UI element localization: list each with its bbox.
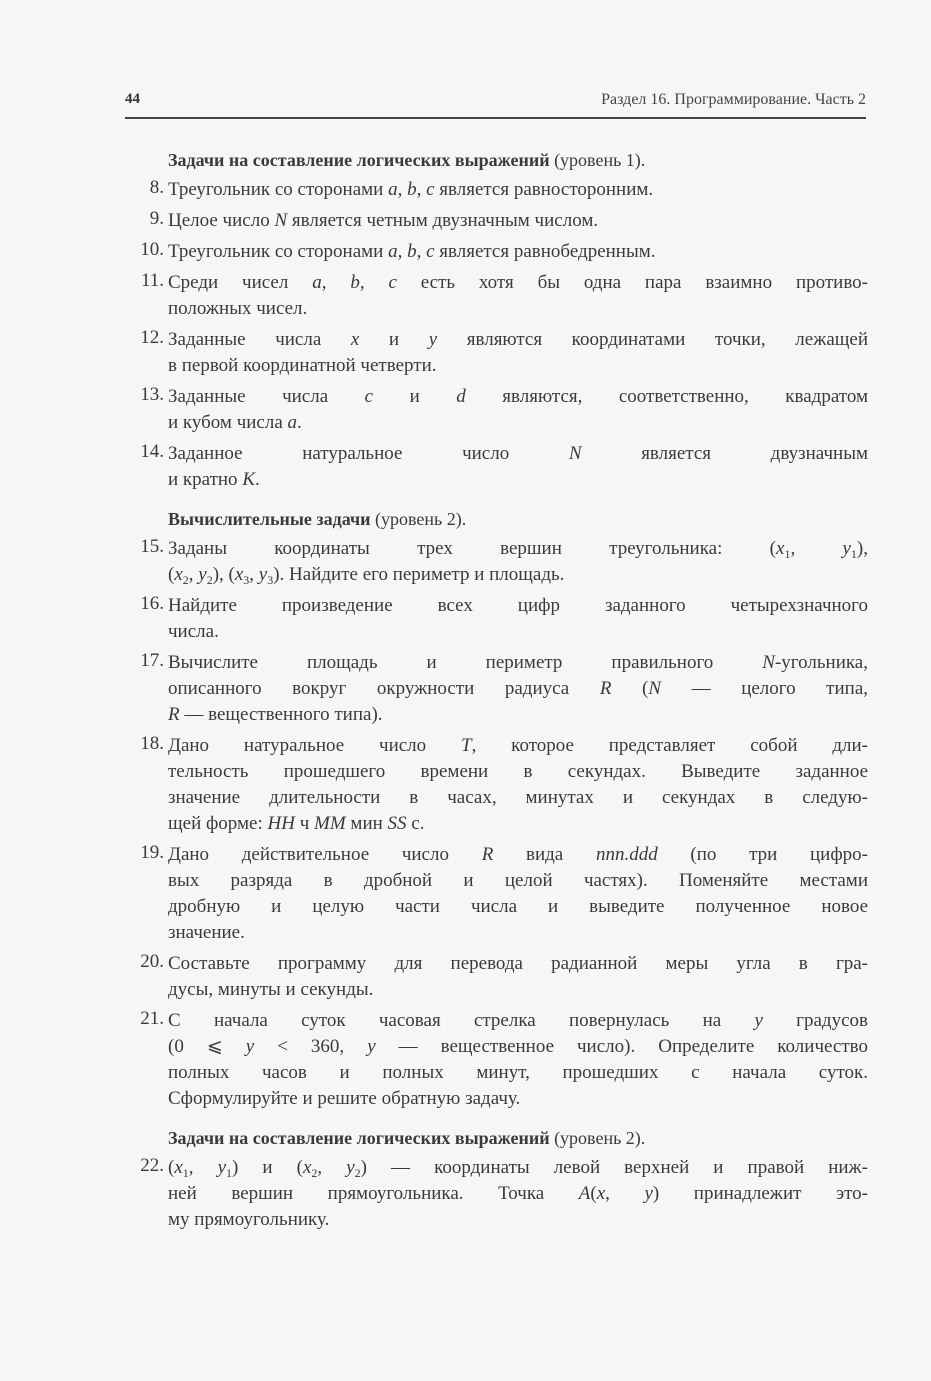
text-run: тельность прошедшего времени в секундах. Выведите заданное [168, 761, 868, 782]
text-line [168, 619, 868, 645]
text-run: градусов [762, 1010, 868, 1031]
math-variable: a [312, 272, 322, 293]
text-line [168, 733, 868, 759]
math-variable: N [568, 443, 582, 464]
exercise-item [120, 208, 868, 234]
exercise-number [120, 270, 168, 322]
section-heading-level: (уровень 1). [549, 150, 646, 170]
exercise-text [168, 177, 868, 203]
text-line [168, 920, 868, 946]
math-variable: R [168, 704, 180, 725]
exercise-number [120, 1008, 168, 1112]
text-run: Найдите произведение всех цифр заданного четырехзначного [168, 595, 868, 616]
math-variable: a [388, 179, 398, 200]
exercise-number-text: 15. [140, 536, 164, 557]
text-run: , [188, 564, 199, 585]
subscript: 1 [784, 547, 791, 561]
text-line [168, 410, 868, 436]
math-variable: d [456, 386, 466, 407]
math-variable: HH [267, 813, 295, 834]
math-variable: a [388, 241, 398, 262]
math-variable: x [596, 1183, 606, 1204]
math-variable: c [388, 272, 397, 293]
text-run: — вещественного типа). [179, 704, 383, 725]
exercise-number [120, 208, 168, 234]
text-run: , [188, 1157, 218, 1178]
math-variable: R [481, 844, 494, 865]
math-variable: nnn.ddd [595, 844, 658, 865]
text-run: и [359, 329, 429, 350]
section-gap [120, 1117, 868, 1125]
text-run: положных чисел. [168, 298, 308, 319]
math-variable: y [428, 329, 438, 350]
section-heading-bold: Вычислительные задачи [168, 509, 371, 529]
text-line [168, 842, 868, 868]
exercise-number-text: 13. [140, 384, 164, 405]
section-gap [120, 498, 868, 506]
running-title: Раздел 16. Программирование. Часть 2 [601, 91, 866, 108]
text-run: , [790, 538, 843, 559]
text-run: дусы, минуты и секунды. [168, 979, 374, 1000]
text-line [168, 1034, 868, 1060]
text-run: , [397, 179, 408, 200]
text-run: ) принадлежит это- [652, 1183, 869, 1204]
text-run: ). Найдите его периметр и площадь. [273, 564, 565, 585]
exercise-item [120, 842, 868, 946]
text-line [168, 441, 868, 467]
exercise-text [168, 384, 868, 436]
exercise-item [120, 733, 868, 837]
exercise-text [168, 951, 868, 1003]
text-run: дробную и целую части числа и выведите полученное новое [168, 896, 868, 917]
exercise-item [120, 1008, 868, 1112]
text-line [168, 951, 868, 977]
text-run: Треугольник со сторонами [168, 241, 389, 262]
exercise-item [120, 536, 868, 588]
text-line [168, 759, 868, 785]
text-run: , [416, 241, 427, 262]
exercise-number [120, 239, 168, 265]
math-variable: b [407, 179, 417, 200]
text-run: есть хотя бы одна пара взаимно противо- [396, 272, 869, 293]
exercise-number [120, 177, 168, 203]
math-variable: y [644, 1183, 653, 1204]
text-run: с. [406, 813, 425, 834]
subscript: 1 [226, 1166, 233, 1180]
text-run: являются, соответственно, квадратом [465, 386, 868, 407]
text-run: значение. [168, 922, 245, 943]
text-run: является двузначным [581, 443, 868, 464]
text-run: ) — координаты левой верхней и правой ниж- [360, 1157, 868, 1178]
math-variable: x [302, 1157, 312, 1178]
math-variable: R [599, 678, 612, 699]
math-variable: c [364, 386, 374, 407]
exercise-number-text: 12. [140, 327, 164, 348]
math-variable: SS [387, 813, 407, 834]
section-heading [120, 506, 868, 536]
text-run: Заданное натуральное число [168, 443, 569, 464]
math-variable: MM [314, 813, 346, 834]
text-run: ), [856, 538, 868, 559]
text-run: значение длительности в часах, минутах и секундах в следую- [168, 787, 868, 808]
text-run: С начала суток часовая стрелка повернулась на [168, 1010, 755, 1031]
text-run: . [297, 412, 302, 433]
text-line [168, 785, 868, 811]
subscript: 2 [182, 573, 189, 587]
exercise-number [120, 951, 168, 1003]
text-run: Дано действительное число [168, 844, 482, 865]
math-variable: a [287, 412, 298, 433]
subscript: 1 [182, 1166, 189, 1180]
math-variable: y [842, 538, 851, 559]
text-line [168, 270, 868, 296]
exercise-number-text: 22. [140, 1155, 164, 1176]
exercise-number [120, 441, 168, 493]
text-line [168, 868, 868, 894]
exercise-number [120, 327, 168, 379]
exercise-number [120, 1155, 168, 1233]
text-run: , [605, 1183, 645, 1204]
text-run: является четным двузначным числом. [287, 210, 599, 231]
text-run: ( [611, 678, 649, 699]
exercise-text [168, 1155, 868, 1233]
text-run: — вещественное число). Определите количество [375, 1036, 868, 1057]
math-variable: A [578, 1183, 591, 1204]
text-line [168, 536, 868, 562]
text-line [168, 811, 868, 837]
text-run: вых разряда в дробной и целой частях). Поменяйте местами [168, 870, 868, 891]
text-run: является равнобедренным. [434, 241, 656, 262]
text-run: Заданные числа [168, 386, 365, 407]
text-run: мин [345, 813, 388, 834]
text-run: является равносторонним. [434, 179, 654, 200]
text-line [168, 327, 868, 353]
subscript: 2 [354, 1166, 361, 1180]
section-gap [120, 1238, 868, 1246]
exercise-number-text: 16. [140, 593, 164, 614]
section-heading-bold: Задачи на составление логических выражений [168, 150, 550, 170]
text-line [168, 702, 868, 728]
text-line [168, 1060, 868, 1086]
text-run: , [321, 272, 351, 293]
math-variable: x [776, 538, 785, 559]
text-run: < 360, [254, 1036, 368, 1057]
section-heading-level: (уровень 2). [549, 1128, 646, 1148]
exercise-text [168, 208, 868, 234]
text-line [168, 296, 868, 322]
text-run: ( [590, 1183, 597, 1204]
exercise-item [120, 951, 868, 1003]
math-variable: b [407, 241, 417, 262]
text-run: , которое представляет собой дли- [471, 735, 868, 756]
exercise-text [168, 650, 868, 728]
text-run: , [416, 179, 427, 200]
exercise-text [168, 593, 868, 645]
exercise-text [168, 536, 868, 588]
text-run: в первой координатной четверти. [168, 355, 437, 376]
page-header [125, 89, 866, 119]
exercise-number-text: 14. [140, 441, 164, 462]
exercise-number-text: 20. [140, 951, 164, 972]
exercise-text [168, 327, 868, 379]
text-line [168, 676, 868, 702]
math-variable: N [762, 652, 775, 673]
math-variable: N [648, 678, 662, 699]
exercise-item [120, 441, 868, 493]
exercise-number-text: 11. [140, 270, 164, 291]
exercise-item [120, 177, 868, 203]
exercise-item [120, 384, 868, 436]
subscript: 2 [206, 573, 213, 587]
exercise-number [120, 733, 168, 837]
text-line [168, 467, 868, 493]
text-line [168, 977, 868, 1003]
exercise-number-text: 18. [140, 733, 164, 754]
math-variable: c [426, 179, 435, 200]
text-run: являются координатами точки, лежащей [437, 329, 868, 350]
exercise-item [120, 593, 868, 645]
text-run: полных часов и полных минут, прошедших с начала суток. [168, 1062, 868, 1083]
math-variable: y [754, 1010, 763, 1031]
exercise-text [168, 239, 868, 265]
section-heading-level: (уровень 2). [370, 509, 467, 529]
exercise-text [168, 270, 868, 322]
exercise-number-text: 19. [140, 842, 164, 863]
exercise-number [120, 536, 168, 588]
page-content [120, 147, 868, 1246]
text-run: , [317, 1157, 347, 1178]
text-run: Заданные числа [168, 329, 351, 350]
text-run: , [359, 272, 389, 293]
text-run: ), ( [212, 564, 235, 585]
text-run: Сформулируйте и решите обратную задачу. [168, 1088, 521, 1109]
text-run: числа. [168, 621, 219, 642]
text-run: Составьте программу для перевода радианной меры угла в гра- [168, 953, 868, 974]
section-heading [120, 147, 868, 177]
text-run: , [249, 564, 259, 585]
text-run: ней вершин прямоугольника. Точка [168, 1183, 579, 1204]
section-heading [120, 1125, 868, 1155]
exercise-item [120, 270, 868, 322]
exercise-number-text: 8. [149, 177, 164, 198]
text-line [168, 177, 868, 203]
math-variable: b [350, 272, 360, 293]
math-variable: K [242, 469, 255, 490]
exercise-number [120, 650, 168, 728]
text-line [168, 208, 868, 234]
math-variable: y [217, 1157, 227, 1178]
text-run: . [255, 469, 260, 490]
text-line [168, 562, 868, 588]
text-line [168, 1207, 868, 1233]
text-line [168, 650, 868, 676]
exercise-text [168, 733, 868, 837]
exercise-item [120, 650, 868, 728]
exercise-item [120, 1155, 868, 1233]
math-variable: x [174, 1157, 183, 1178]
section-heading-bold: Задачи на составление логических выражений [168, 1128, 550, 1148]
math-variable: x [350, 329, 360, 350]
math-variable: y [367, 1036, 376, 1057]
exercise-number [120, 384, 168, 436]
exercise-text [168, 842, 868, 946]
math-variable: y [346, 1157, 355, 1178]
math-variable: y [198, 564, 207, 585]
exercise-number-text: 9. [149, 208, 164, 229]
text-run: щей форме: [168, 813, 268, 834]
text-run: ч [294, 813, 315, 834]
exercise-number [120, 842, 168, 946]
text-line [168, 384, 868, 410]
exercise-number [120, 593, 168, 645]
text-run: ( [168, 564, 175, 585]
math-variable: c [426, 241, 435, 262]
exercise-text [168, 441, 868, 493]
subscript: 1 [850, 547, 857, 561]
subscript: 2 [311, 1166, 318, 1180]
text-run: Дано натуральное число [168, 735, 461, 756]
text-run: -угольника, [774, 652, 868, 673]
text-run: Целое число [168, 210, 275, 231]
text-run: Заданы координаты трех вершин треугольника: ( [168, 538, 776, 559]
text-line [168, 593, 868, 619]
exercise-number-text: 17. [140, 650, 164, 671]
text-line [168, 1155, 868, 1181]
subscript: 3 [243, 573, 250, 587]
text-run: и кубом числа [168, 412, 288, 433]
text-run: — целого типа, [661, 678, 869, 699]
math-variable: y [245, 1036, 255, 1057]
exercise-item [120, 239, 868, 265]
text-run: , [397, 241, 408, 262]
math-variable: y [258, 564, 268, 585]
exercise-item [120, 327, 868, 379]
text-run: и кратно [168, 469, 243, 490]
text-run: ( [168, 1157, 175, 1178]
text-line [168, 1008, 868, 1034]
text-line [168, 239, 868, 265]
text-line [168, 353, 868, 379]
exercise-number-text: 10. [140, 239, 164, 260]
text-run: (по три цифро- [657, 844, 868, 865]
text-run: ) и ( [232, 1157, 303, 1178]
text-line [168, 1181, 868, 1207]
math-variable: T [461, 735, 472, 756]
exercise-number-text: 21. [140, 1008, 164, 1029]
exercise-text [168, 1008, 868, 1112]
math-variable: x [234, 564, 244, 585]
text-run: вида [493, 844, 596, 865]
text-run: Вычислите площадь и периметр правильного [168, 652, 763, 673]
text-run: му прямоугольнику. [168, 1209, 330, 1230]
text-line [168, 1086, 868, 1112]
math-variable: x [174, 564, 183, 585]
text-run: (0 ⩽ [168, 1036, 246, 1057]
text-run: и [373, 386, 457, 407]
text-run: описанного вокруг окружности радиуса [168, 678, 600, 699]
text-run: Треугольник со сторонами [168, 179, 389, 200]
math-variable: N [274, 210, 288, 231]
subscript: 3 [267, 573, 274, 587]
text-line [168, 894, 868, 920]
page-number: 44 [125, 91, 140, 107]
text-run: Среди чисел [168, 272, 313, 293]
